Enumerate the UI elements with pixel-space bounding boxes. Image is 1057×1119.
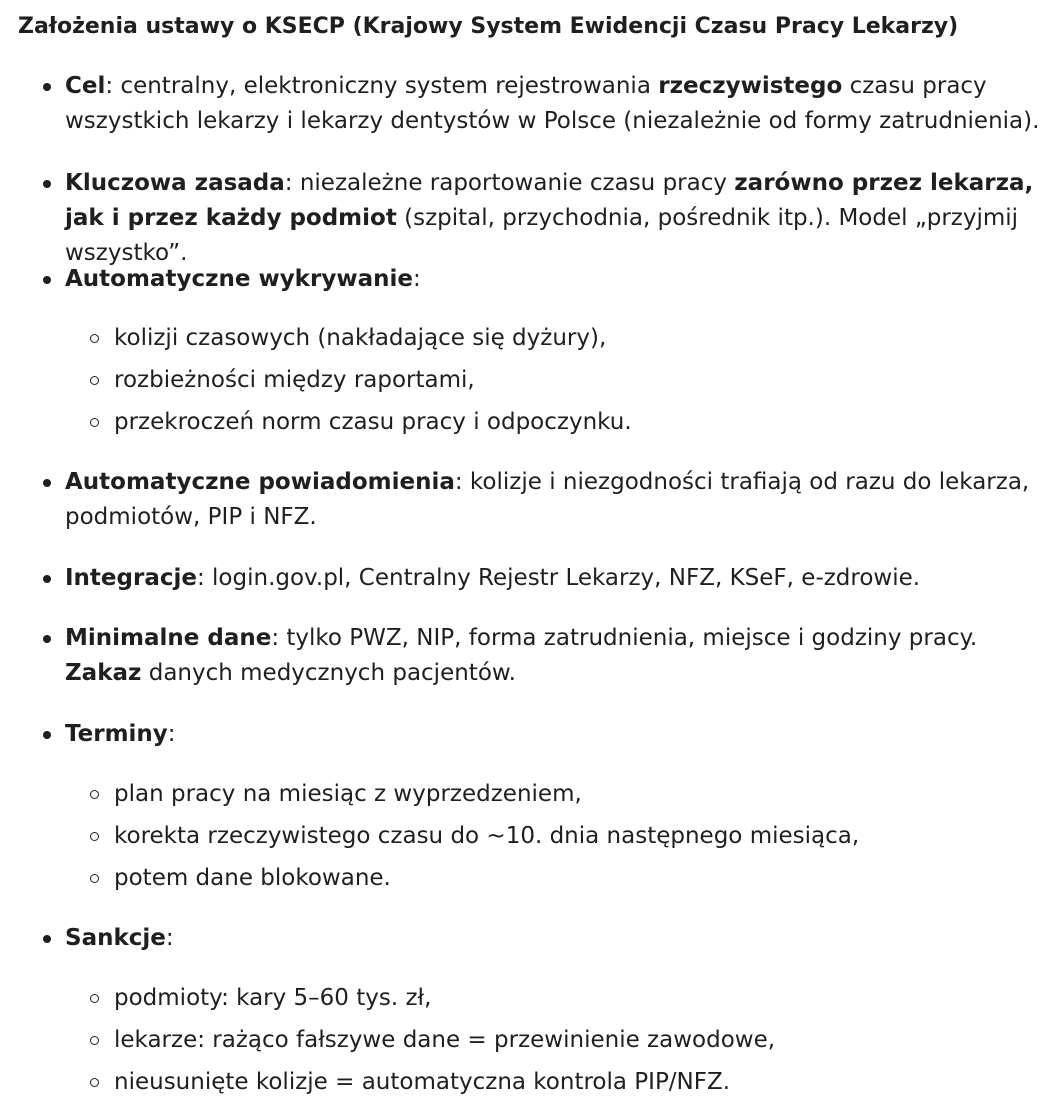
list-item-text: Automatyczne wykrywanie: (65, 266, 421, 292)
sub-list-item: korekta rzeczywistego czasu do ~10. dnia następnego miesiąca, (0, 819, 1057, 861)
bullet-icon (43, 479, 51, 487)
circle-bullet-icon (90, 1078, 99, 1087)
sub-list-item: kolizji czasowych (nakładające się dyżury), (0, 321, 1057, 363)
item-label: Automatyczne wykrywanie (65, 266, 413, 292)
item-label: Sankcje (65, 925, 166, 951)
bullet-icon (43, 731, 51, 739)
list-item-text: Minimalne dane: tylko PWZ, NIP, forma zatrudnienia, miejsce i godziny pracy. Zakaz danych medycznych pacjentów. (65, 625, 978, 686)
bullet-icon (43, 276, 51, 284)
page-title: Założenia ustawy o KSECP (Krajowy System Ewidencji Czasu Pracy Lekarzy) (18, 14, 959, 39)
list-item-text: Kluczowa zasada: niezależne raportowanie czasu pracy zarówno przez lekarza, jak i przez każdy podmiot (szpital, przychodnia, pośrednik itp.). Model „przyjmij wszystko”. (65, 170, 1034, 266)
sub-list-item: podmioty: kary 5–60 tys. zł, (0, 981, 1057, 1023)
sub-list-item: nieusunięte kolizje = automatyczna kontrola PIP/NFZ. (0, 1065, 1057, 1107)
sub-list-item: rozbieżności między raportami, (0, 363, 1057, 405)
sub-list-item: potem dane blokowane. (0, 861, 1057, 903)
bullet-icon (43, 180, 51, 188)
list-item-text: Terminy: (65, 721, 176, 747)
bullet-icon (43, 935, 51, 943)
list-item-text: Automatyczne powiadomienia: kolizje i niezgodności trafiają od razu do lekarza, podmiotów, PIP i NFZ. (65, 469, 1030, 530)
circle-bullet-icon (90, 832, 99, 841)
list-item-text: Cel: centralny, elektroniczny system rejestrowania rzeczywistego czasu pracy wszystkich lekarzy i lekarzy dentystów w Polsce (niezależnie od formy zatrudnienia). (65, 73, 1040, 134)
circle-bullet-icon (90, 790, 99, 799)
item-label: Automatyczne powiadomienia (65, 469, 455, 495)
circle-bullet-icon (90, 874, 99, 883)
bullet-icon (43, 575, 51, 583)
circle-bullet-icon (90, 1036, 99, 1045)
item-label: Terminy (65, 721, 168, 747)
circle-bullet-icon (90, 994, 99, 1003)
bullet-icon (43, 635, 51, 643)
circle-bullet-icon (90, 334, 99, 343)
item-label: Minimalne dane (65, 625, 272, 651)
sub-list-item: plan pracy na miesiąc z wyprzedzeniem, (0, 777, 1057, 819)
list-item-text: Sankcje: (65, 925, 174, 951)
sub-list-item: lekarze: rażąco fałszywe dane = przewinienie zawodowe, (0, 1023, 1057, 1065)
circle-bullet-icon (90, 376, 99, 385)
list-item-text: Integracje: login.gov.pl, Centralny Rejestr Lekarzy, NFZ, KSeF, e-zdrowie. (65, 565, 921, 591)
item-label: Kluczowa zasada (65, 170, 285, 196)
circle-bullet-icon (90, 418, 99, 427)
item-label: Cel (65, 73, 106, 99)
bullet-icon (43, 83, 51, 91)
item-label: Integracje (65, 565, 197, 591)
sub-list-item: przekroczeń norm czasu pracy i odpoczynku. (0, 405, 1057, 447)
